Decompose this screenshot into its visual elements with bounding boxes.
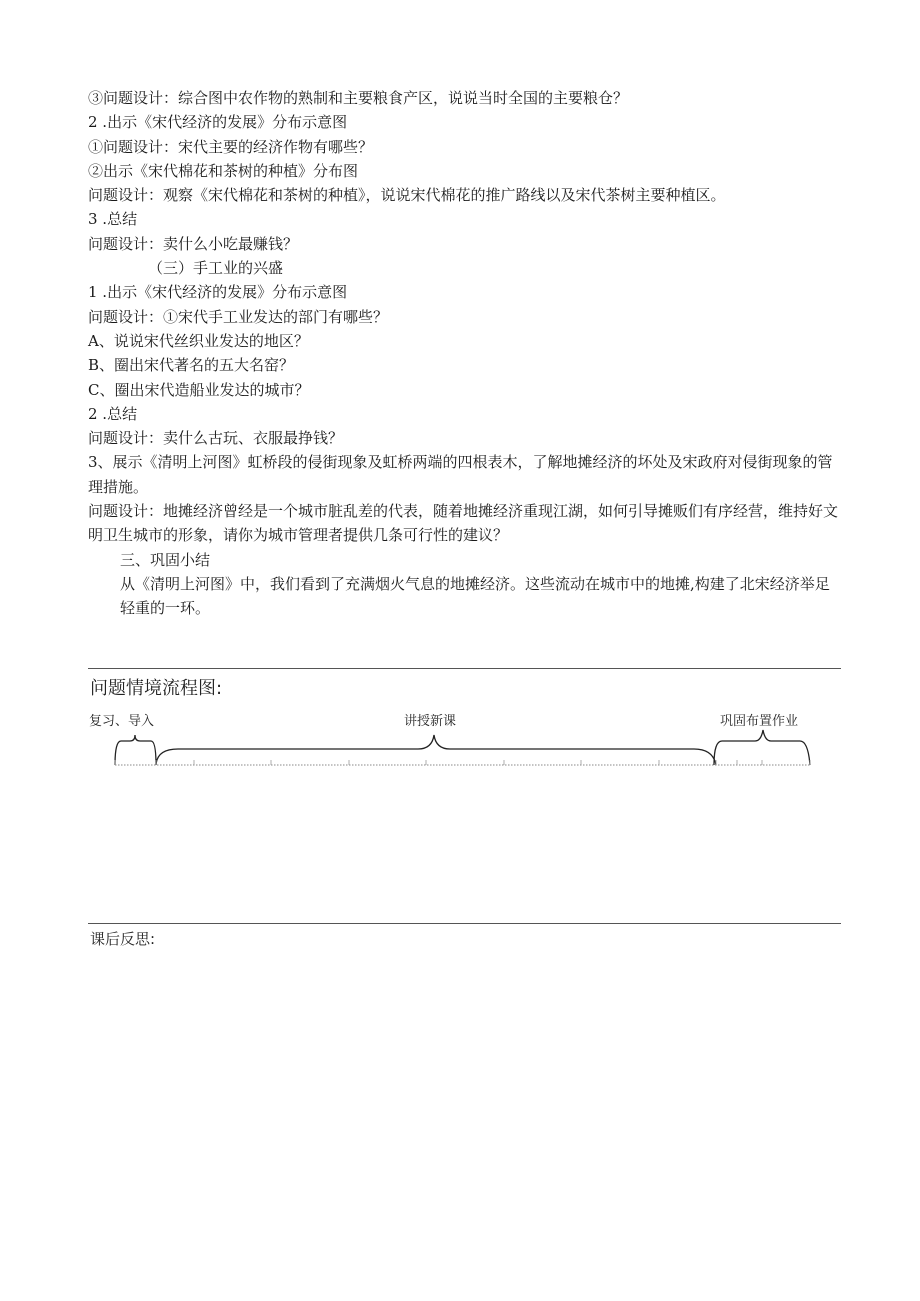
divider-reflection-top: [88, 923, 841, 924]
flow-label-consolidate: 巩固布置作业: [720, 714, 799, 729]
question-handicraft-sectors: 问题设计：①宋代手工业发达的部门有哪些？: [88, 307, 389, 326]
step-summary-2: 2 .总结: [88, 404, 138, 423]
step-show-cotton-tea-map: ②出示《宋代棉花和茶树的种植》分布图: [88, 161, 359, 180]
flow-chart-title: 问题情境流程图:: [90, 678, 223, 699]
flow-label-review: 复习、导入: [89, 714, 155, 729]
timeline-ticks: [115, 760, 810, 765]
flow-label-teach: 讲授新课: [404, 714, 457, 729]
flow-timeline: [100, 722, 820, 772]
step-summary-3: 3 .总结: [88, 210, 138, 229]
brace-review: [115, 735, 156, 765]
question-cotton-tea: 问题设计：观察《宋代棉花和茶树的种植》，说说宋代棉花的推广路线以及宋代茶树主要种植区。: [88, 186, 726, 205]
consolidation-paragraph: 从《清明上河图》中，我们看到了充满烟火气息的地摊经济。这些流动在城市中的地摊,构建了北宋经济举足轻重的一环。: [120, 574, 830, 618]
section-consolidation: 三、巩固小结: [120, 550, 211, 569]
question-granary: ③问题设计：综合图中农作物的熟制和主要粮食产区，说说当时全国的主要粮仓？: [88, 89, 629, 107]
lesson-body: [88, 86, 848, 621]
question-antiques: 问题设计：卖什么古玩、衣服最挣钱？: [88, 429, 344, 448]
question-snacks: 问题设计：卖什么小吃最赚钱？: [88, 234, 299, 253]
question-shipbuilding: C、圈出宋代造船业发达的城市？: [88, 380, 310, 399]
divider-flow-top: [88, 668, 841, 669]
brace-teach: [156, 735, 716, 765]
question-cash-crops: ①问题设计：宋代主要的经济作物有哪些？: [88, 137, 374, 156]
step-show-economy-map: 2 .出示《宋代经济的发展》分布示意图: [88, 113, 348, 132]
question-street-stalls: 问题设计：地摊经济曾经是一个城市脏乱差的代表，随着地摊经济重现江湖，如何引导摊贩们有序经营，维持好文明卫生城市的形象，请你为城市管理者提供几条可行性的建议？: [88, 502, 839, 545]
step-show-economy-map-2: 1 .出示《宋代经济的发展》分布示意图: [88, 283, 348, 302]
reflection-title: 课后反思:: [90, 930, 156, 948]
step-show-qingming-painting: 3、展示《清明上河图》虹桥段的侵街现象及虹桥两端的四根表木，了解地摊经济的坏处及宋政府对侵街现象的管理措施。: [88, 453, 833, 496]
question-kilns: B、圈出宋代著名的五大名窑？: [88, 356, 295, 375]
brace-consolidate: [714, 730, 810, 765]
subheading-handicraft: （三）手工业的兴盛: [148, 259, 284, 278]
question-silk: A、说说宋代丝织业发达的地区？: [88, 331, 309, 350]
